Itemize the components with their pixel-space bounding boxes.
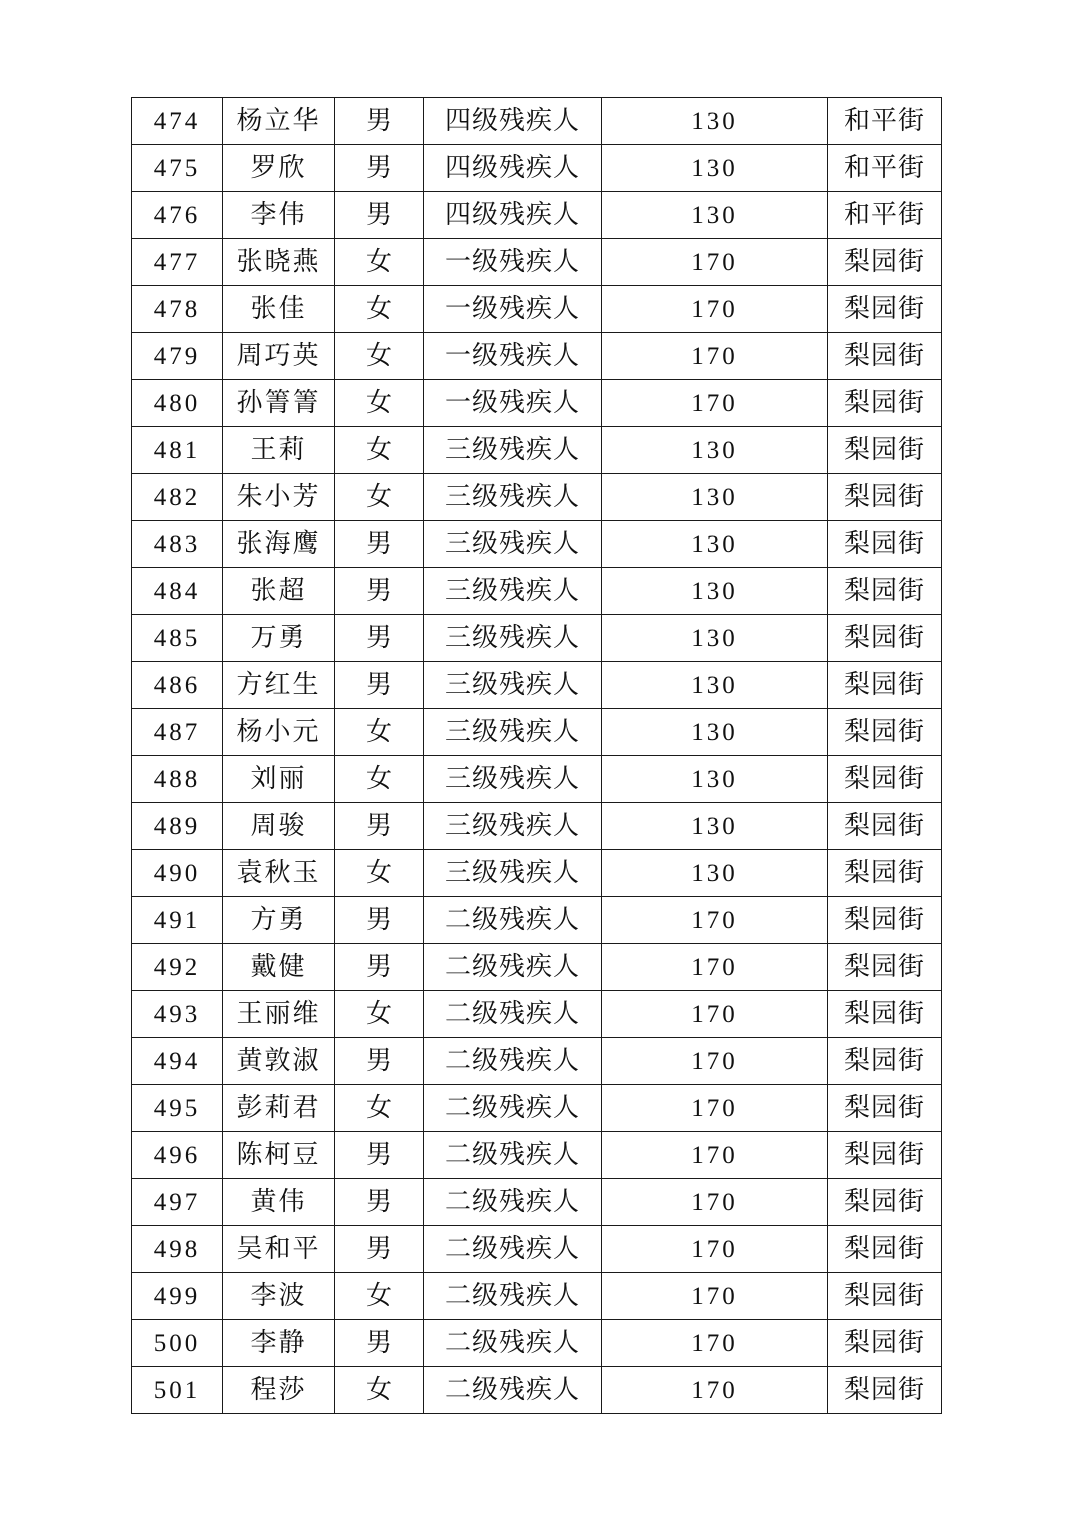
street-cell: 梨园街	[828, 1367, 942, 1414]
table-row	[132, 192, 942, 239]
gender-cell: 女	[335, 239, 424, 286]
serial-number-cell: 488	[132, 756, 223, 803]
name-cell: 王莉	[223, 427, 335, 474]
name-cell: 杨立华	[223, 98, 335, 145]
table-row	[132, 1367, 942, 1414]
amount-cell: 130	[602, 756, 828, 803]
serial-number-cell: 490	[132, 850, 223, 897]
street-cell: 梨园街	[828, 1132, 942, 1179]
disability-level-cell: 三级残疾人	[424, 474, 602, 521]
amount-cell: 130	[602, 662, 828, 709]
disability-level-cell: 一级残疾人	[424, 333, 602, 380]
table-row	[132, 1179, 942, 1226]
street-cell: 梨园街	[828, 1320, 942, 1367]
table-row	[132, 145, 942, 192]
amount-cell: 130	[602, 98, 828, 145]
serial-number-cell: 477	[132, 239, 223, 286]
gender-cell: 女	[335, 1273, 424, 1320]
amount-cell: 170	[602, 991, 828, 1038]
amount-cell: 170	[602, 1367, 828, 1414]
name-cell: 李波	[223, 1273, 335, 1320]
disability-level-cell: 二级残疾人	[424, 1132, 602, 1179]
amount-cell: 170	[602, 1085, 828, 1132]
recipient-table	[131, 97, 942, 1414]
gender-cell: 女	[335, 709, 424, 756]
serial-number-cell: 486	[132, 662, 223, 709]
name-cell: 罗欣	[223, 145, 335, 192]
name-cell: 周骏	[223, 803, 335, 850]
disability-level-cell: 二级残疾人	[424, 1367, 602, 1414]
gender-cell: 女	[335, 286, 424, 333]
amount-cell: 170	[602, 897, 828, 944]
table-row	[132, 380, 942, 427]
serial-number-cell: 495	[132, 1085, 223, 1132]
amount-cell: 130	[602, 709, 828, 756]
gender-cell: 男	[335, 615, 424, 662]
disability-level-cell: 三级残疾人	[424, 427, 602, 474]
disability-level-cell: 三级残疾人	[424, 709, 602, 756]
disability-level-cell: 二级残疾人	[424, 1085, 602, 1132]
gender-cell: 男	[335, 1320, 424, 1367]
name-cell: 王丽维	[223, 991, 335, 1038]
disability-level-cell: 三级残疾人	[424, 568, 602, 615]
name-cell: 杨小元	[223, 709, 335, 756]
street-cell: 梨园街	[828, 803, 942, 850]
disability-level-cell: 二级残疾人	[424, 1320, 602, 1367]
disability-level-cell: 二级残疾人	[424, 897, 602, 944]
amount-cell: 170	[602, 944, 828, 991]
amount-cell: 170	[602, 239, 828, 286]
gender-cell: 男	[335, 1226, 424, 1273]
name-cell: 朱小芳	[223, 474, 335, 521]
table-row	[132, 615, 942, 662]
disability-level-cell: 二级残疾人	[424, 1179, 602, 1226]
serial-number-cell: 480	[132, 380, 223, 427]
name-cell: 张佳	[223, 286, 335, 333]
gender-cell: 男	[335, 944, 424, 991]
street-cell: 梨园街	[828, 897, 942, 944]
street-cell: 梨园街	[828, 615, 942, 662]
table-row	[132, 521, 942, 568]
serial-number-cell: 483	[132, 521, 223, 568]
gender-cell: 男	[335, 568, 424, 615]
gender-cell: 男	[335, 803, 424, 850]
table-row	[132, 850, 942, 897]
serial-number-cell: 479	[132, 333, 223, 380]
gender-cell: 女	[335, 991, 424, 1038]
amount-cell: 170	[602, 333, 828, 380]
street-cell: 和平街	[828, 98, 942, 145]
gender-cell: 女	[335, 427, 424, 474]
gender-cell: 女	[335, 474, 424, 521]
disability-level-cell: 二级残疾人	[424, 991, 602, 1038]
name-cell: 袁秋玉	[223, 850, 335, 897]
gender-cell: 男	[335, 662, 424, 709]
amount-cell: 130	[602, 615, 828, 662]
disability-level-cell: 三级残疾人	[424, 615, 602, 662]
name-cell: 李伟	[223, 192, 335, 239]
name-cell: 程莎	[223, 1367, 335, 1414]
serial-number-cell: 476	[132, 192, 223, 239]
serial-number-cell: 474	[132, 98, 223, 145]
street-cell: 梨园街	[828, 521, 942, 568]
street-cell: 梨园街	[828, 333, 942, 380]
gender-cell: 女	[335, 756, 424, 803]
table-row	[132, 1085, 942, 1132]
table-row	[132, 1273, 942, 1320]
street-cell: 梨园街	[828, 380, 942, 427]
disability-level-cell: 一级残疾人	[424, 380, 602, 427]
amount-cell: 170	[602, 286, 828, 333]
gender-cell: 女	[335, 1085, 424, 1132]
serial-number-cell: 475	[132, 145, 223, 192]
serial-number-cell: 485	[132, 615, 223, 662]
disability-level-cell: 三级残疾人	[424, 850, 602, 897]
gender-cell: 男	[335, 98, 424, 145]
gender-cell: 男	[335, 192, 424, 239]
gender-cell: 男	[335, 521, 424, 568]
street-cell: 梨园街	[828, 239, 942, 286]
name-cell: 周巧英	[223, 333, 335, 380]
street-cell: 梨园街	[828, 850, 942, 897]
street-cell: 梨园街	[828, 1085, 942, 1132]
gender-cell: 女	[335, 1367, 424, 1414]
disability-level-cell: 三级残疾人	[424, 521, 602, 568]
serial-number-cell: 494	[132, 1038, 223, 1085]
street-cell: 和平街	[828, 145, 942, 192]
disability-level-cell: 四级残疾人	[424, 145, 602, 192]
street-cell: 梨园街	[828, 1226, 942, 1273]
name-cell: 黄伟	[223, 1179, 335, 1226]
serial-number-cell: 484	[132, 568, 223, 615]
street-cell: 梨园街	[828, 286, 942, 333]
amount-cell: 130	[602, 568, 828, 615]
table-row	[132, 756, 942, 803]
table-row	[132, 239, 942, 286]
name-cell: 张海鹰	[223, 521, 335, 568]
table-row	[132, 333, 942, 380]
serial-number-cell: 493	[132, 991, 223, 1038]
disability-level-cell: 三级残疾人	[424, 803, 602, 850]
name-cell: 吴和平	[223, 1226, 335, 1273]
serial-number-cell: 499	[132, 1273, 223, 1320]
amount-cell: 130	[602, 192, 828, 239]
amount-cell: 170	[602, 1226, 828, 1273]
amount-cell: 170	[602, 380, 828, 427]
gender-cell: 男	[335, 1179, 424, 1226]
serial-number-cell: 500	[132, 1320, 223, 1367]
street-cell: 梨园街	[828, 991, 942, 1038]
table-row	[132, 1038, 942, 1085]
gender-cell: 男	[335, 1132, 424, 1179]
amount-cell: 130	[602, 803, 828, 850]
disability-level-cell: 二级残疾人	[424, 1226, 602, 1273]
gender-cell: 男	[335, 1038, 424, 1085]
amount-cell: 170	[602, 1132, 828, 1179]
name-cell: 彭莉君	[223, 1085, 335, 1132]
amount-cell: 170	[602, 1179, 828, 1226]
name-cell: 张晓燕	[223, 239, 335, 286]
serial-number-cell: 487	[132, 709, 223, 756]
street-cell: 和平街	[828, 192, 942, 239]
table-row	[132, 897, 942, 944]
street-cell: 梨园街	[828, 944, 942, 991]
name-cell: 张超	[223, 568, 335, 615]
disability-level-cell: 四级残疾人	[424, 98, 602, 145]
amount-cell: 130	[602, 427, 828, 474]
amount-cell: 130	[602, 474, 828, 521]
table-row	[132, 662, 942, 709]
disability-level-cell: 二级残疾人	[424, 1273, 602, 1320]
table-row	[132, 1132, 942, 1179]
amount-cell: 170	[602, 1320, 828, 1367]
amount-cell: 130	[602, 145, 828, 192]
amount-cell: 170	[602, 1273, 828, 1320]
name-cell: 万勇	[223, 615, 335, 662]
gender-cell: 女	[335, 380, 424, 427]
street-cell: 梨园街	[828, 756, 942, 803]
disability-level-cell: 三级残疾人	[424, 756, 602, 803]
name-cell: 陈柯豆	[223, 1132, 335, 1179]
disability-level-cell: 四级残疾人	[424, 192, 602, 239]
street-cell: 梨园街	[828, 427, 942, 474]
street-cell: 梨园街	[828, 662, 942, 709]
serial-number-cell: 491	[132, 897, 223, 944]
table-row	[132, 427, 942, 474]
gender-cell: 女	[335, 333, 424, 380]
table-row	[132, 944, 942, 991]
serial-number-cell: 481	[132, 427, 223, 474]
disability-level-cell: 一级残疾人	[424, 286, 602, 333]
table-row	[132, 803, 942, 850]
table-row	[132, 709, 942, 756]
table-row	[132, 98, 942, 145]
disability-level-cell: 二级残疾人	[424, 1038, 602, 1085]
serial-number-cell: 501	[132, 1367, 223, 1414]
street-cell: 梨园街	[828, 1273, 942, 1320]
table-row	[132, 1226, 942, 1273]
table-row	[132, 286, 942, 333]
serial-number-cell: 489	[132, 803, 223, 850]
amount-cell: 130	[602, 521, 828, 568]
table-row	[132, 474, 942, 521]
gender-cell: 女	[335, 850, 424, 897]
amount-cell: 130	[602, 850, 828, 897]
serial-number-cell: 497	[132, 1179, 223, 1226]
table-row	[132, 568, 942, 615]
disability-level-cell: 二级残疾人	[424, 944, 602, 991]
table-row	[132, 991, 942, 1038]
name-cell: 方勇	[223, 897, 335, 944]
disability-level-cell: 三级残疾人	[424, 662, 602, 709]
name-cell: 黄敦淑	[223, 1038, 335, 1085]
street-cell: 梨园街	[828, 474, 942, 521]
name-cell: 李静	[223, 1320, 335, 1367]
table-row	[132, 1320, 942, 1367]
name-cell: 孙箐箐	[223, 380, 335, 427]
serial-number-cell: 492	[132, 944, 223, 991]
table-body	[132, 98, 942, 1414]
street-cell: 梨园街	[828, 568, 942, 615]
disability-level-cell: 一级残疾人	[424, 239, 602, 286]
name-cell: 戴健	[223, 944, 335, 991]
serial-number-cell: 496	[132, 1132, 223, 1179]
street-cell: 梨园街	[828, 709, 942, 756]
serial-number-cell: 498	[132, 1226, 223, 1273]
serial-number-cell: 478	[132, 286, 223, 333]
serial-number-cell: 482	[132, 474, 223, 521]
gender-cell: 男	[335, 897, 424, 944]
street-cell: 梨园街	[828, 1038, 942, 1085]
street-cell: 梨园街	[828, 1179, 942, 1226]
name-cell: 刘丽	[223, 756, 335, 803]
name-cell: 方红生	[223, 662, 335, 709]
amount-cell: 170	[602, 1038, 828, 1085]
gender-cell: 男	[335, 145, 424, 192]
